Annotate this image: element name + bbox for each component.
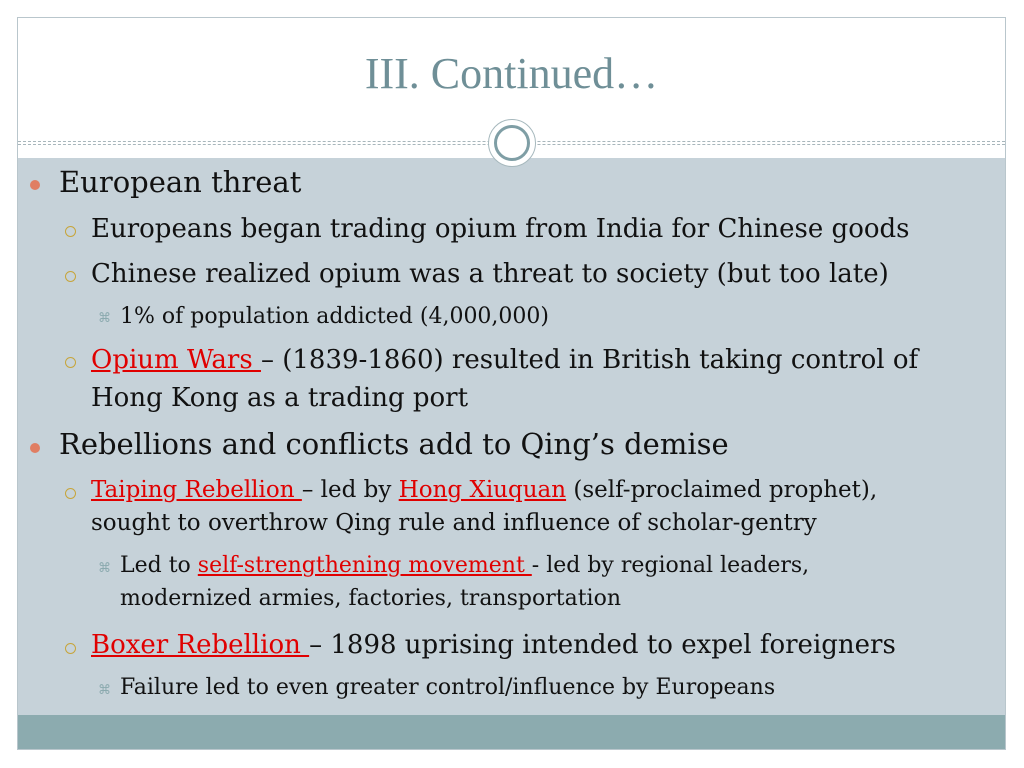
bullet-failure: Failure led to even greater control/influence by Europeans xyxy=(120,675,776,700)
slide-title: III. Continued… xyxy=(364,49,659,98)
hong-xiuquan-link[interactable]: Hong Xiuquan xyxy=(398,477,567,503)
bullet-self-strengthening-line2: modernized armies, factories, transportation xyxy=(120,586,621,611)
taiping-rest-text: (self-proclaimed prophet), xyxy=(566,477,878,503)
footer-band xyxy=(18,715,1005,749)
led-to-text: Led to xyxy=(120,553,198,578)
level2-bullet-icon xyxy=(65,357,76,368)
level3-bullet-icon: ⌘ xyxy=(98,311,111,326)
bullet-chinese-realized: Chinese realized opium was a threat to society (but too late) xyxy=(91,259,889,289)
self-strengthening-link[interactable]: self-strengthening movement xyxy=(197,553,532,578)
level3-bullet-icon: ⌘ xyxy=(98,561,111,576)
bullet-taiping-line2: sought to overthrow Qing rule and influence of scholar-gentry xyxy=(91,510,817,536)
level1-bullet-icon xyxy=(30,180,40,190)
opium-wars-link[interactable]: Opium Wars xyxy=(91,345,261,375)
level2-bullet-icon xyxy=(65,488,76,499)
level3-bullet-icon: ⌘ xyxy=(98,683,111,698)
bullet-self-strengthening xyxy=(120,549,809,582)
bullet-european-threat: European threat xyxy=(59,165,302,199)
boxer-rebellion-link[interactable]: Boxer Rebellion xyxy=(91,630,310,660)
self-strengthening-rest: - led by regional leaders, xyxy=(531,553,810,578)
taiping-mid-text: – led by xyxy=(301,477,399,503)
bullet-boxer-rebellion xyxy=(91,628,896,662)
boxer-rest-text: – 1898 uprising intended to expel foreigners xyxy=(309,630,896,660)
decorative-ring-icon xyxy=(488,119,536,167)
bullet-opium-wars xyxy=(91,343,918,377)
bullet-europeans-trading: Europeans began trading opium from India for Chinese goods xyxy=(91,214,910,244)
level2-bullet-icon xyxy=(65,226,76,237)
opium-wars-text: – (1839-1860) resulted in British taking control of xyxy=(260,345,919,375)
decorative-ring-inner xyxy=(494,125,530,161)
bullet-rebellions: Rebellions and conflicts add to Qing’s demise xyxy=(59,427,729,461)
level2-bullet-icon xyxy=(65,271,76,282)
level1-bullet-icon xyxy=(30,443,40,453)
bullet-taiping-rebellion xyxy=(91,474,877,507)
level2-bullet-icon xyxy=(65,643,76,654)
bullet-population-addicted: 1% of population addicted (4,000,000) xyxy=(120,304,549,329)
slide xyxy=(17,17,1006,750)
taiping-rebellion-link[interactable]: Taiping Rebellion xyxy=(91,477,302,503)
bullet-opium-wars-line2: Hong Kong as a trading port xyxy=(91,383,469,413)
